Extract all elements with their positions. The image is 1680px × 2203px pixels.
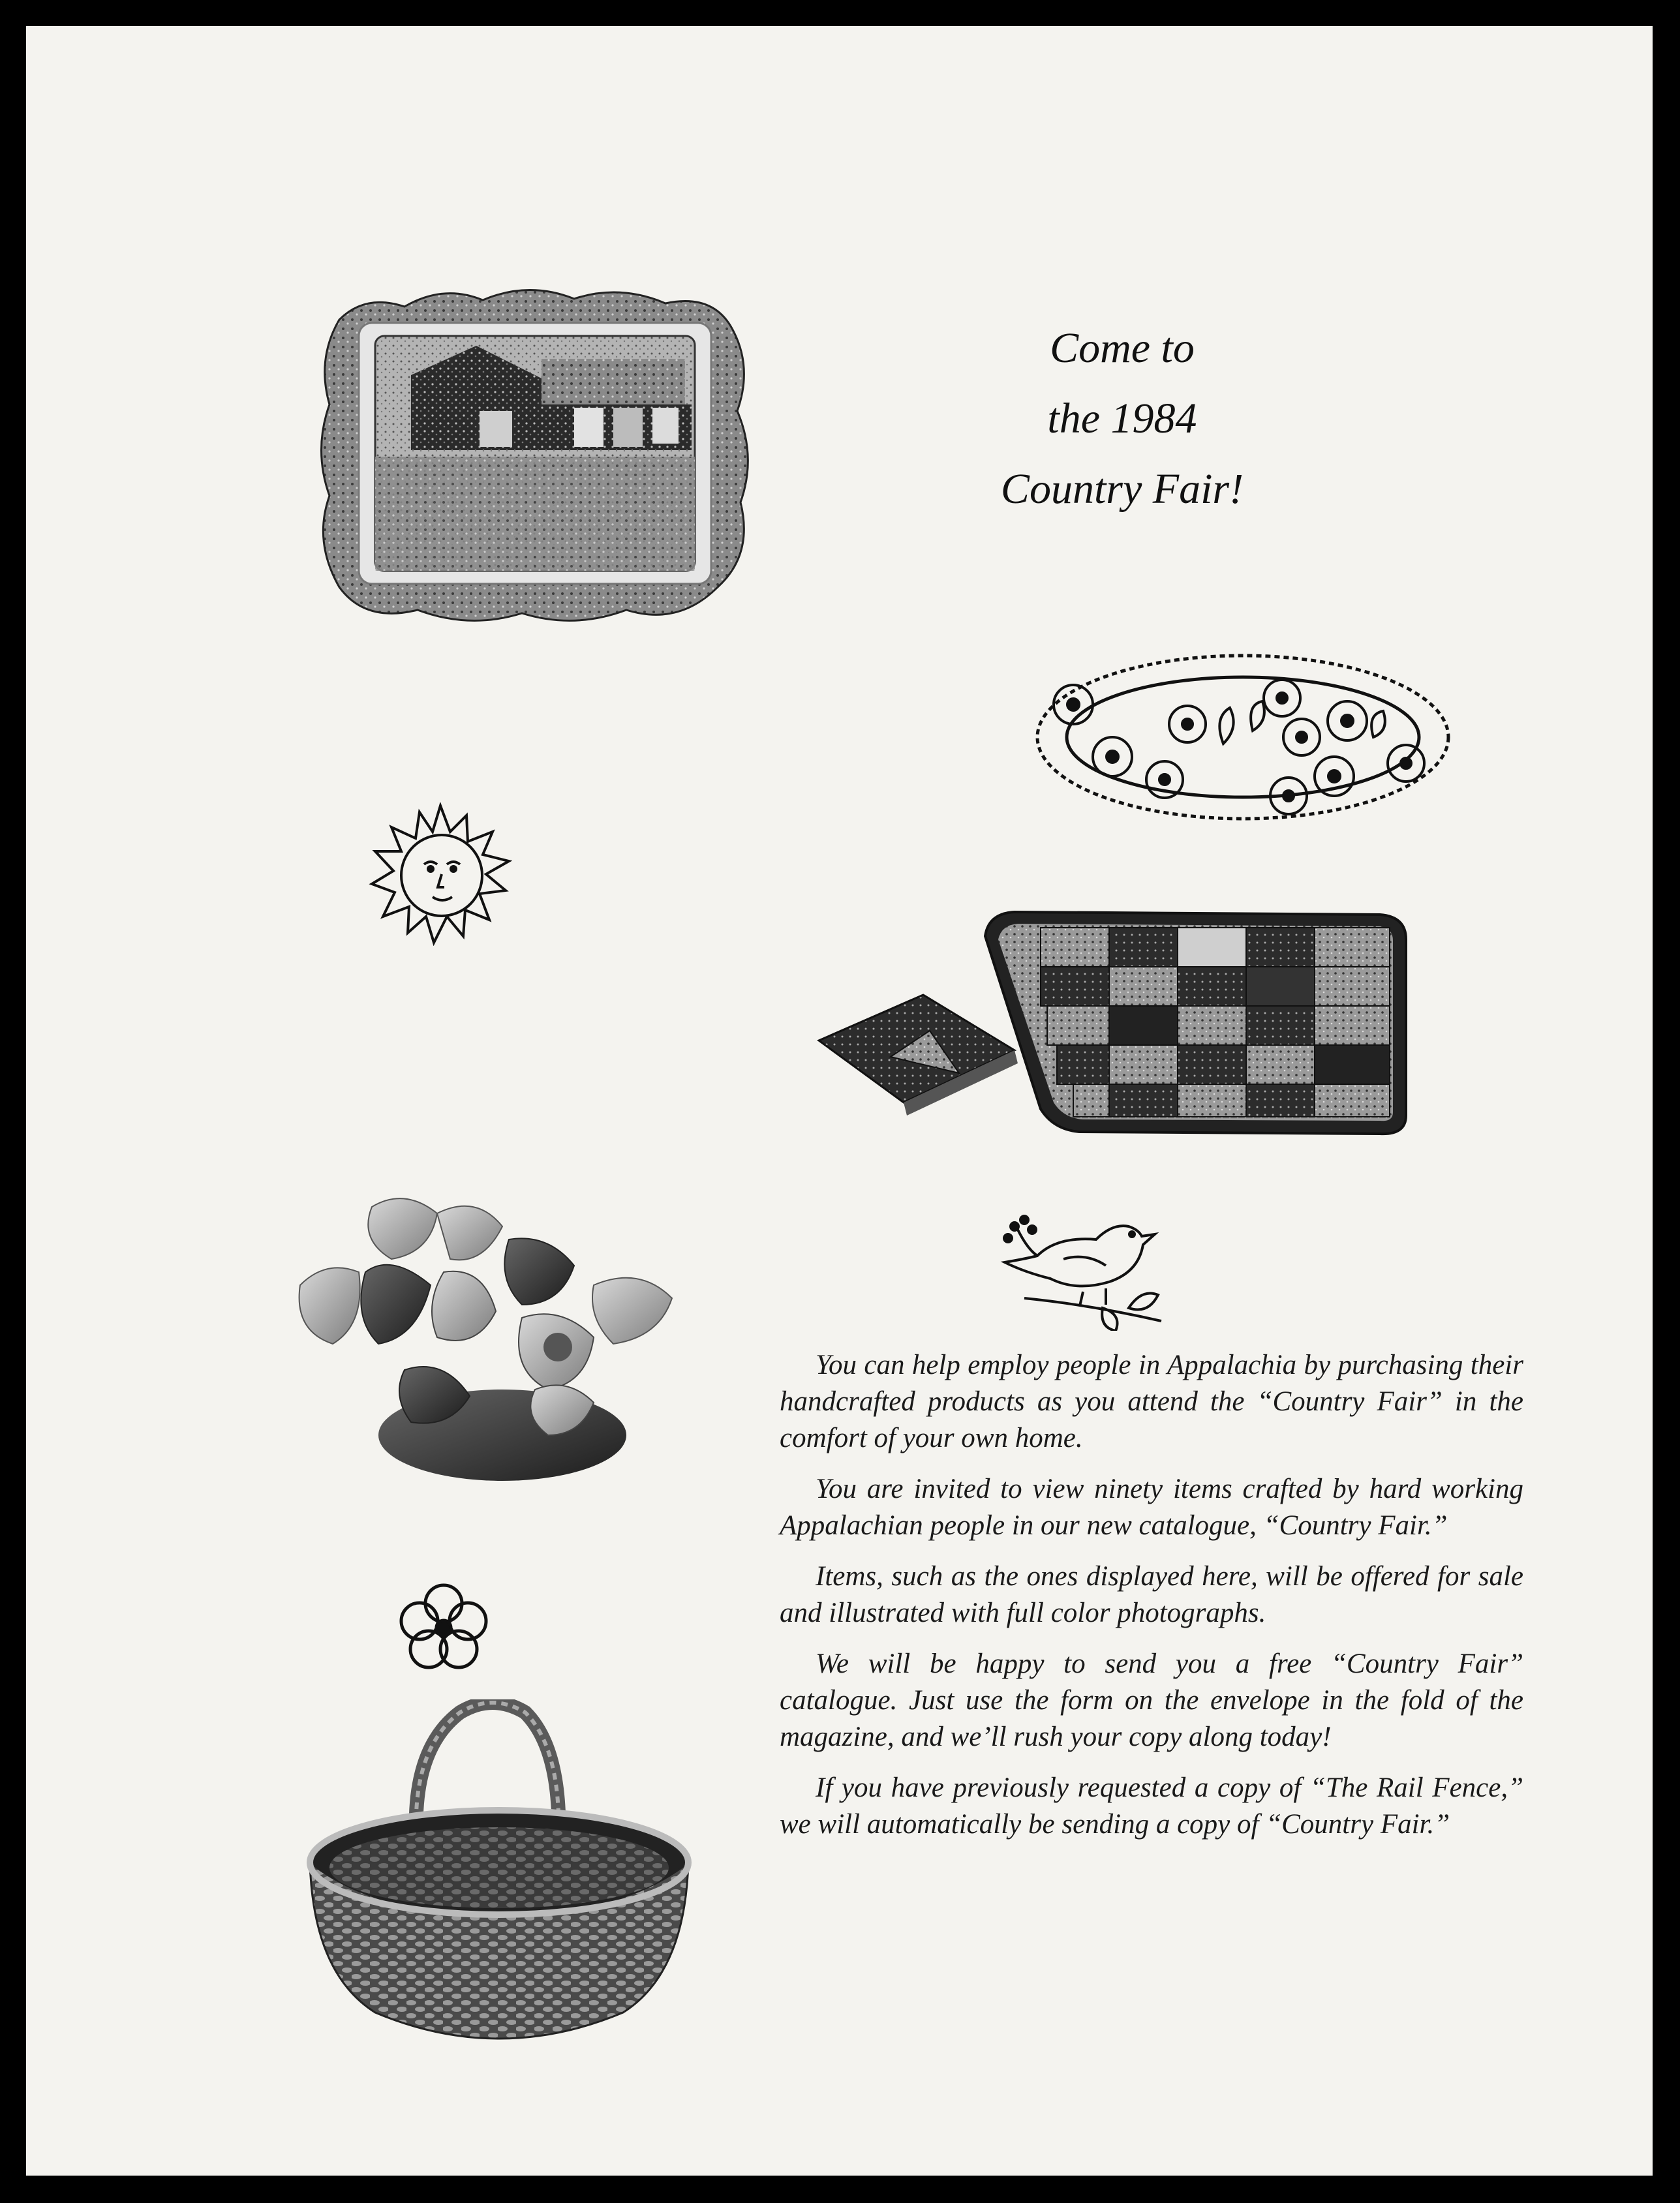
paragraph-2: You are invited to view ninety items crafted by hard working Appalachian people in our new catalogue, “Country Fair.”: [780, 1474, 1523, 1541]
basket-photo: [297, 1699, 701, 2052]
cornhusk-flowers-photo: [287, 1187, 705, 1513]
sun-art: [369, 802, 512, 946]
paragraph-1: You can help employ people in Appalachia by purchasing their handcrafted products as you attend the “Country Fair” in the comfort of your own home.: [780, 1350, 1523, 1453]
small-flower-art: [395, 1579, 493, 1677]
bird-art: [998, 1200, 1168, 1331]
catalogue-page: [26, 26, 1653, 2176]
headline-line-1: Come to: [1050, 324, 1195, 372]
headline-line-3: Country Fair!: [1000, 465, 1244, 513]
body-copy: [780, 1347, 1523, 1857]
paragraph-5: If you have previously requested a copy of “The Rail Fence,” we will automatically be sending a copy of “Country Fair.”: [780, 1772, 1523, 1840]
paragraph-4: We will be happy to send you a free “Country Fair” catalogue. Just use the form on the envelope in the fold of the magazine, and we’ll rush your copy along today!: [780, 1648, 1523, 1752]
daisy-oval-art: [1028, 639, 1458, 835]
placemat-photo: [793, 900, 1419, 1142]
pillow-photo: [313, 281, 757, 633]
headline: [913, 313, 1331, 524]
headline-line-2: the 1984: [1047, 395, 1197, 442]
paragraph-3: Items, such as the ones displayed here, will be offered for sale and illustrated with full color photographs.: [780, 1561, 1523, 1628]
